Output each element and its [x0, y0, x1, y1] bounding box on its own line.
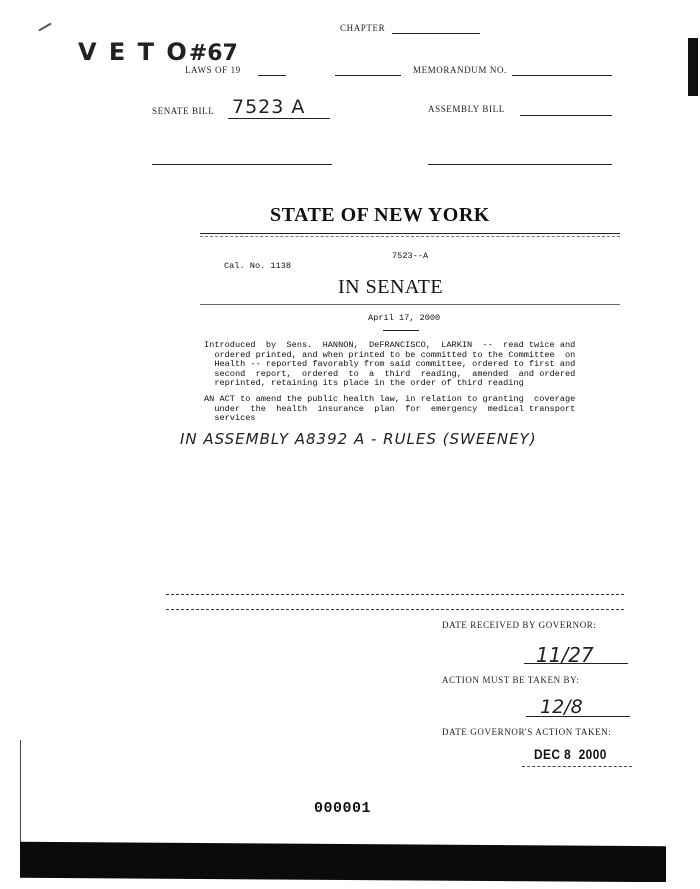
action-value: 12/8 — [540, 696, 583, 718]
laws-line — [258, 75, 286, 76]
left-margin-line — [20, 740, 21, 845]
laws-label: LAWS OF 19 — [185, 65, 241, 75]
cal-no: Cal. No. 1138 — [224, 261, 292, 271]
page-number: 000001 — [314, 800, 372, 817]
state-title-underline-2 — [200, 236, 620, 237]
assembly-note: IN ASSEMBLY A8392 A - RULES (SWEENEY) — [180, 430, 537, 448]
scan-bottom-bar — [20, 842, 666, 883]
scan-bottom-edge — [0, 882, 700, 889]
action-label: ACTION MUST BE TAKEN BY: — [442, 675, 580, 685]
footer-separator-2 — [166, 609, 624, 610]
date-received-line — [524, 663, 628, 664]
date-received-value: 11/27 — [536, 643, 594, 667]
state-title: STATE OF NEW YORK — [270, 204, 490, 226]
assembly-bill-line — [520, 115, 612, 116]
chamber-underline — [200, 304, 620, 305]
blank-line-right — [428, 164, 612, 165]
veto-number: #67 — [188, 41, 238, 66]
date-underline — [383, 330, 419, 331]
bill-date: April 17, 2000 — [368, 313, 441, 323]
action-taken-line — [522, 766, 632, 767]
memorandum-line — [512, 75, 612, 76]
act-text: AN ACT to amend the public health law, in relation to granting coverage under the health insurance plan for emergency medical transport services — [204, 394, 576, 424]
veto-text: V E T O — [78, 38, 189, 66]
senate-bill-label: SENATE BILL — [152, 106, 215, 116]
chapter-label: CHAPTER — [340, 23, 386, 33]
action-taken-value: DEC 8 2000 — [534, 746, 607, 762]
senate-bill-number: 7523 A — [232, 96, 306, 118]
introduction-text: Introduced by Sens. HANNON, DeFRANCISCO, LARKIN -- read twice and ordered printed, and when printed to be committed to the Committee on Health -- reported favorably from said committee, ordered to first and second report, ordered to a third reading, amended and ordered reprinted, retaining its place in the order of third reading — [204, 340, 576, 389]
scan-edge-bar — [688, 38, 698, 96]
memorandum-label: MEMORANDUM NO. — [413, 65, 507, 75]
laws-line-2 — [335, 75, 401, 76]
assembly-bill-label: ASSEMBLY BILL — [428, 104, 505, 114]
chapter-line — [392, 33, 480, 34]
stray-mark — [38, 23, 51, 32]
date-received-label: DATE RECEIVED BY GOVERNOR: — [442, 620, 597, 630]
blank-line-left — [152, 164, 332, 165]
chamber-title: IN SENATE — [338, 276, 444, 298]
senate-bill-line — [228, 118, 330, 119]
footer-separator-1 — [166, 594, 624, 595]
state-title-underline — [200, 233, 620, 234]
action-line — [526, 716, 630, 717]
bill-id: 7523--A — [392, 251, 429, 261]
action-taken-label: DATE GOVERNOR'S ACTION TAKEN: — [442, 727, 612, 737]
veto-stamp — [78, 38, 238, 66]
